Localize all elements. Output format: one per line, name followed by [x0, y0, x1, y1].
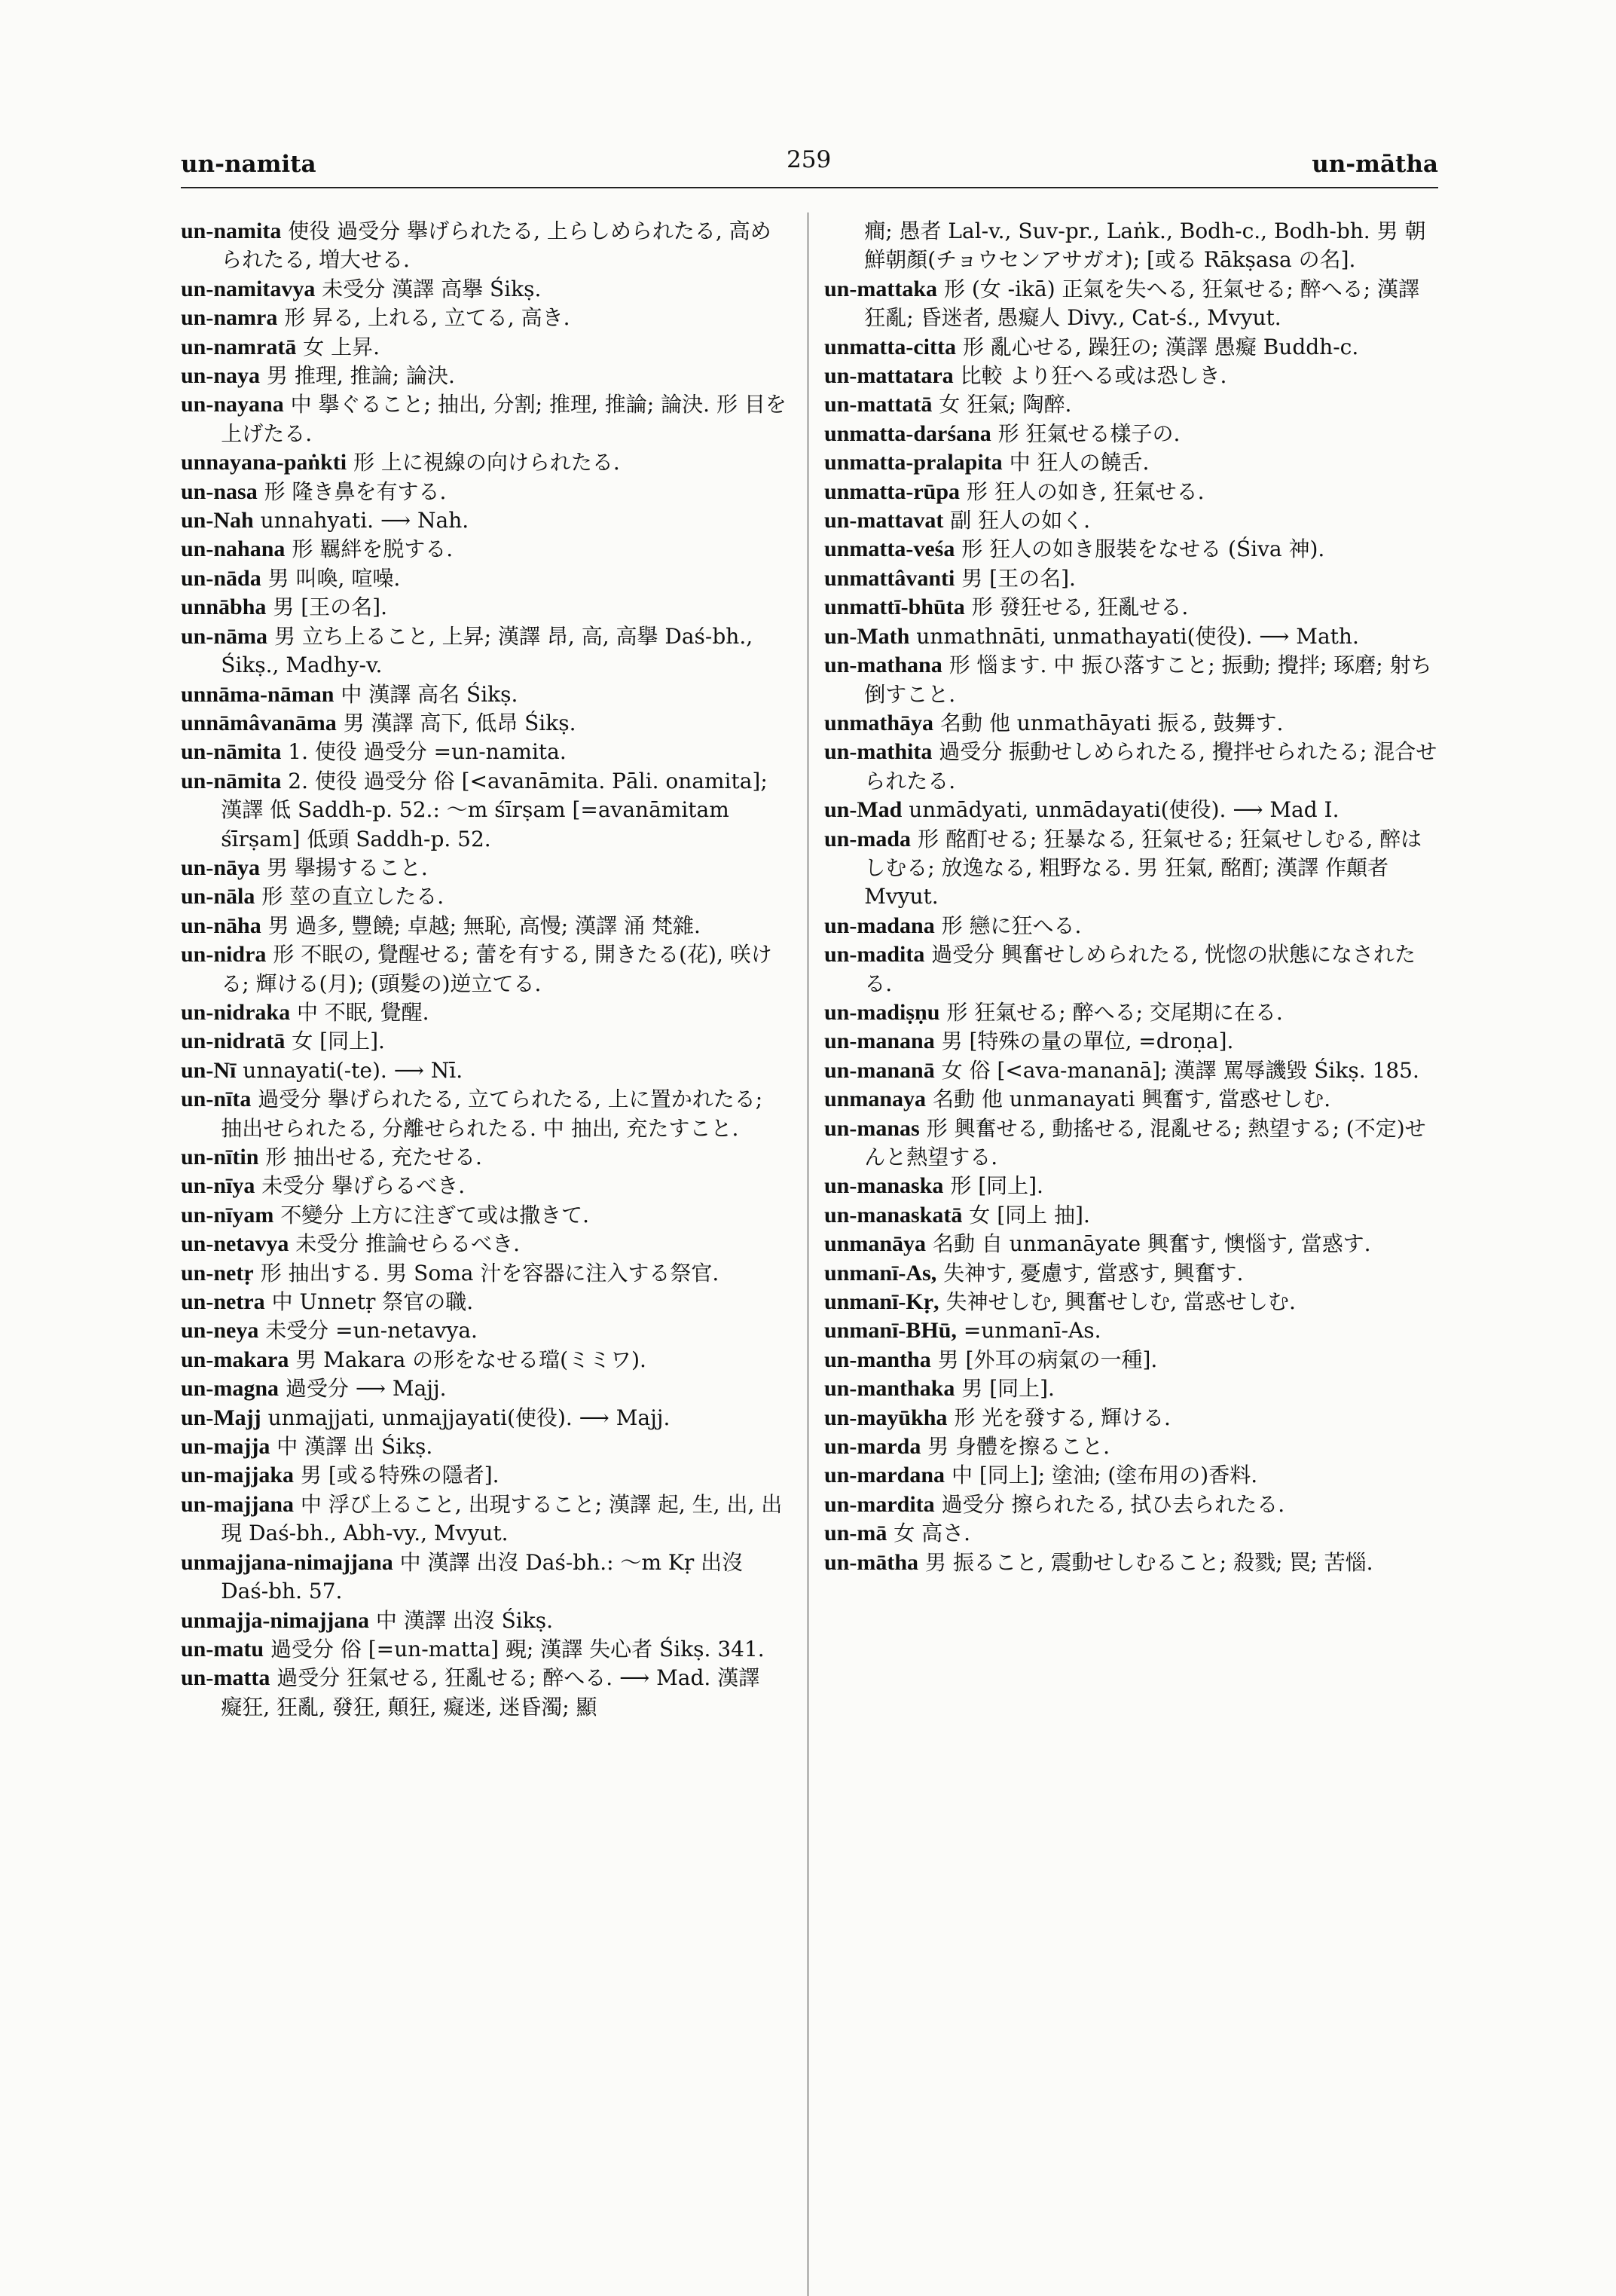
headword: un-mathana: [824, 653, 942, 678]
headword: un-namita: [181, 219, 282, 243]
headword: un-Nī: [181, 1057, 237, 1083]
page-number: 259: [787, 146, 832, 173]
dictionary-entry: [181, 1316, 787, 1345]
definition: 中 漢譯 出 Śikṣ.: [276, 1434, 433, 1460]
dictionary-entry: [181, 1346, 787, 1374]
headword: un-makara: [181, 1347, 289, 1372]
dictionary-entry: [824, 709, 1440, 738]
dictionary-entry: [824, 1461, 1440, 1490]
definition: 名動 自 unmanāyate 興奮す, 懊惱す, 當惑す.: [932, 1231, 1371, 1257]
headword: un-manaska: [824, 1173, 944, 1199]
dictionary-entry: [824, 1316, 1440, 1345]
headword: un-madana: [824, 913, 935, 938]
headword: un-mattaka: [824, 276, 938, 301]
headword: unnāma-nāman: [181, 681, 335, 707]
definition: 過受分 狂氣せる, 狂亂せる; 醉へる. ⟶ Mad. 漢譯 癡狂, 狂亂, 發狂, 顛狂, 癡迷, 迷昏濁; 顯: [221, 1665, 760, 1720]
definition: 形 昇る, 上れる, 立てる, 高き.: [284, 305, 570, 331]
headword: un-mayūkha: [824, 1405, 948, 1430]
dictionary-entry: [824, 1085, 1440, 1114]
definition: 過受分 俗 [=un-matta] 覡; 漢譯 失心者 Śikṣ. 341.: [270, 1636, 765, 1662]
dictionary-entry: [181, 1461, 787, 1490]
dictionary-entry: [181, 448, 787, 477]
headword: unnāmâvanāma: [181, 710, 337, 735]
definition: 男 振ること, 震動せしむること; 殺戮; 罠; 苦惱.: [924, 1549, 1373, 1575]
definition: 男 [王の名].: [961, 565, 1076, 591]
definition: 男 立ち上ること, 上昇; 漢譯 昂, 高, 高擧 Daś-bh., Śikṣ., Madhy-v.: [221, 623, 753, 678]
headword: un-mada: [824, 826, 912, 851]
definition: 男 [或る特殊の隱者].: [300, 1463, 499, 1488]
definition: 形 發狂せる, 狂亂せる.: [971, 595, 1189, 620]
headword: un-nīta: [181, 1087, 252, 1112]
dictionary-entry: [181, 1549, 787, 1607]
dictionary-entry: [824, 593, 1440, 622]
dictionary-entry: [181, 1172, 787, 1200]
dictionary-entry: [181, 478, 787, 506]
definition: 女 [同上 抽].: [969, 1202, 1090, 1227]
dictionary-entry: [181, 1490, 787, 1549]
definition: 形 羈絆を脱する.: [292, 537, 454, 562]
dictionary-entry: [181, 1085, 787, 1143]
dictionary-entry: [824, 738, 1440, 796]
definition: 男 [同上].: [961, 1376, 1055, 1402]
headword: un-nāmita: [181, 768, 282, 793]
headword: un-matu: [181, 1636, 264, 1662]
headword: un-nidratā: [181, 1029, 286, 1054]
headword: un-nasa: [181, 478, 258, 504]
headword: un-nīya: [181, 1173, 255, 1199]
left-column: [181, 217, 787, 1722]
definition: 形 惱ます. 中 振ひ落すこと; 振動; 攪拌; 琢磨; 射ち倒すこと.: [864, 653, 1432, 707]
headword: unmatta-citta: [824, 334, 956, 359]
headword: un-mā: [824, 1521, 887, 1546]
dictionary-entry: [181, 1259, 787, 1288]
headword: unmathāya: [824, 710, 934, 735]
headword: un-mattavat: [824, 508, 944, 533]
definition: 中 漢譯 出沒 Śikṣ.: [375, 1607, 553, 1633]
dictionary-entry: [181, 217, 787, 275]
definition: 形 戀に狂へる.: [941, 913, 1082, 938]
dictionary-entry: [181, 1432, 787, 1461]
dictionary-entry: [181, 564, 787, 593]
dictionary-entry: [181, 767, 787, 854]
definition: 副 狂人の如く.: [950, 508, 1091, 533]
dictionary-entry: [181, 304, 787, 332]
dictionary-entry: [181, 912, 787, 940]
definition: 形 抽出する. 男 Soma 汁を容器に注入する祭官.: [260, 1260, 719, 1286]
definition: 形 莖の直立したる.: [261, 884, 444, 910]
definition: 女 [同上].: [292, 1029, 385, 1054]
definition: 男 擧揚すること.: [266, 855, 428, 880]
dictionary-entry: [181, 738, 787, 766]
dictionary-entry: [824, 1027, 1440, 1056]
definition: 過受分 興奮せしめられたる, 恍惚の狀態になされたる.: [864, 942, 1416, 996]
definition: 男 叫喚, 喧噪.: [267, 565, 401, 591]
dictionary-entry: [824, 420, 1440, 448]
definition: 過受分 ⟶ Majj.: [285, 1376, 447, 1402]
definition: 男 推理, 推論; 論決.: [266, 363, 455, 389]
definition: 男 身體を擦ること.: [927, 1434, 1110, 1460]
headword: un-nayana: [181, 392, 284, 417]
definition: 中 漢譯 高名 Śikṣ.: [341, 681, 518, 707]
dictionary-entry: [181, 1635, 787, 1664]
definition: 女 上昇.: [303, 334, 380, 359]
dictionary-entry: [824, 912, 1440, 940]
headword: un-nīyam: [181, 1202, 274, 1227]
definition: 形 隆き鼻を有する.: [264, 478, 447, 504]
dictionary-entry: [824, 1374, 1440, 1403]
definition: 未受分 漢譯 高擧 Śikṣ.: [322, 276, 542, 301]
headword: unmanī-Kṛ,: [824, 1289, 939, 1315]
headword: un-mardita: [824, 1491, 935, 1517]
headword: un-nāya: [181, 855, 261, 880]
dictionary-entry: [181, 506, 787, 535]
definition: 女 俗 [<ava-mananā]; 漢譯 罵辱譏毀 Śikṣ. 185.: [941, 1057, 1419, 1083]
definition: 形 狂人の如き服裝をなせる (Śiva 神).: [961, 537, 1325, 562]
definition: 癎; 愚者 Lal-v., Suv-pr., Laṅk., Bodh-c., Bodh-bh. 男 朝鮮朝顏(チョウセンアサガオ); [或る Rākṣasa の名].: [864, 219, 1426, 273]
definition: unmajjati, unmajjayati(使役). ⟶ Majj.: [267, 1405, 671, 1430]
dictionary-entry: [824, 1288, 1440, 1316]
dictionary-entry: [181, 362, 787, 390]
dictionary-entry: [824, 1519, 1440, 1548]
headword: unmanī-As,: [824, 1260, 937, 1286]
definition: 形 不眠の, 覺醒せる; 蕾を有する, 開きたる(花), 咲ける; 輝ける(月); (頭髮の)逆立てる.: [221, 942, 772, 996]
definition: 形 上に視線の向けられたる.: [353, 450, 620, 475]
definition: 形 興奮せる, 動搖せる, 混亂せる; 熱望する; (不定)せんと熱望する.: [864, 1115, 1426, 1169]
headword: un-manas: [824, 1115, 920, 1141]
definition: 形 (女 -ikā) 正氣を失へる, 狂氣せる; 醉へる; 漢譯 狂亂; 昏迷者, 愚癡人 Divy., Cat-ś., Mvyut.: [864, 276, 1420, 331]
dictionary-entry: [824, 362, 1440, 390]
definition: 過受分 擦られたる, 拭ひ去られたる.: [941, 1491, 1285, 1517]
headword: unmatta-rūpa: [824, 478, 961, 504]
dictionary-entry: [824, 622, 1440, 651]
dictionary-entry: [181, 593, 787, 622]
headword: un-namitavya: [181, 276, 316, 301]
headword: un-madiṣṇu: [824, 999, 940, 1025]
dictionary-entry: [824, 1404, 1440, 1432]
headword: unnābha: [181, 595, 267, 620]
definition: 失神せしむ, 興奮せしむ, 當惑せしむ.: [945, 1289, 1296, 1315]
dictionary-entry: [181, 390, 787, 448]
definition: 中 不眠, 覺醒.: [296, 999, 429, 1025]
headword: un-namratā: [181, 334, 297, 359]
definition: 名動 他 unmanayati 興奮す, 當惑せしむ.: [932, 1087, 1331, 1112]
headword: un-naya: [181, 363, 261, 389]
headword: un-mananā: [824, 1057, 935, 1083]
headword: un-nāha: [181, 913, 261, 938]
headword: un-netra: [181, 1289, 265, 1315]
dictionary-entry: [181, 680, 787, 709]
definition: 未受分 擧げらるべき.: [261, 1173, 466, 1199]
dictionary-entry: [181, 1664, 787, 1722]
definition: 中 浮び上ること, 出現すること; 漢譯 起, 生, 出, 出現 Daś-bh., Abh-vy., Mvyut.: [221, 1491, 783, 1546]
definition: 形 酩酊せる; 狂暴なる, 狂氣せる; 狂氣せしむる, 醉はしむる; 放逸なる, 粗野なる. 男 狂氣, 酩酊; 漢譯 作顛者 Mvyut.: [864, 826, 1422, 910]
dictionary-entry: [181, 622, 787, 680]
headword: un-nidra: [181, 942, 267, 968]
dictionary-entry: [824, 564, 1440, 593]
dictionary-entry: [824, 275, 1440, 333]
headword: un-madita: [824, 942, 925, 968]
headword: unmattâvanti: [824, 565, 955, 591]
dictionary-entry: [824, 1549, 1440, 1577]
headword: un-Majj: [181, 1405, 261, 1430]
dictionary-entry: [864, 217, 1440, 275]
definition: 女 高さ.: [894, 1521, 971, 1546]
dictionary-entry: [824, 998, 1440, 1027]
dictionary-entry: [824, 940, 1440, 998]
dictionary-entry: [181, 275, 787, 304]
headword: un-mantha: [824, 1347, 931, 1372]
headword: un-magna: [181, 1376, 280, 1402]
definition: 男 [特殊の量の單位, =droṇa].: [941, 1029, 1234, 1054]
dictionary-entry: [181, 1143, 787, 1172]
definition: 比較 より狂へる或は恐しき.: [960, 363, 1227, 389]
definition: 形 亂心せる, 躁狂の; 漢譯 愚癡 Buddh-c.: [962, 334, 1359, 359]
headword: un-marda: [824, 1434, 921, 1460]
running-header: [0, 146, 1616, 181]
headword: un-nidraka: [181, 999, 291, 1025]
definition: 中 漢譯 出沒 Daś-bh.: 〜m Kṛ 出沒 Daś-bh. 57.: [221, 1549, 744, 1604]
definition: 1. 使役 過受分 =un-namita.: [288, 739, 567, 765]
dictionary-entry: [824, 1114, 1440, 1172]
headword: un-mattatara: [824, 363, 954, 389]
headword: unmanaya: [824, 1087, 927, 1112]
dictionary-entry: [824, 448, 1440, 477]
headword: unmajja-nimajjana: [181, 1607, 370, 1633]
dictionary-entry: [181, 1027, 787, 1056]
dictionary-entry: [181, 1288, 787, 1316]
dictionary-entry: [181, 1230, 787, 1258]
headword: un-netṛ: [181, 1260, 254, 1286]
dictionary-entry: [824, 651, 1440, 709]
headword: unmatta-pralapita: [824, 450, 1003, 475]
definition: 失神す, 憂慮す, 當惑す, 興奮す.: [943, 1260, 1244, 1286]
definition: 男 [王の名].: [273, 595, 387, 620]
headword: unmatta-darśana: [824, 420, 991, 446]
definition: =unmanī-As.: [963, 1318, 1101, 1344]
headword: un-matta: [181, 1665, 270, 1691]
header-rule: [181, 187, 1438, 188]
headword: un-Nah: [181, 508, 254, 533]
headword: un-mattatā: [824, 392, 933, 417]
dictionary-entry: [181, 333, 787, 362]
definition: 未受分 推論せらるべき.: [295, 1231, 521, 1257]
definition: 形 狂氣せる; 醉へる; 交尾期に在る.: [946, 999, 1283, 1025]
headword: unmatta-veśa: [824, 537, 955, 562]
dictionary-entry: [181, 882, 787, 911]
headword: un-mathita: [824, 739, 933, 765]
header-last-word: un-māthа: [1312, 151, 1438, 178]
headword: un-nahana: [181, 537, 286, 562]
definition: 形 狂人の如き, 狂氣せる.: [966, 478, 1205, 504]
definition: unnayati(-te). ⟶ Nī.: [243, 1057, 463, 1083]
dictionary-entry: [824, 333, 1440, 362]
headword: un-nītin: [181, 1145, 259, 1169]
definition: 過受分 擧げられたる, 立てられたる, 上に置かれたる; 抽出せられたる, 分離せられたる. 中 抽出, 充たすこと.: [221, 1087, 763, 1141]
header-first-word: un-namita: [181, 151, 316, 178]
dictionary-entry: [824, 390, 1440, 419]
headword: un-Math: [824, 623, 910, 649]
headword: un-netavya: [181, 1231, 289, 1257]
headword: un-majja: [181, 1434, 270, 1460]
headword: unmanī-BHū,: [824, 1318, 957, 1344]
headword: un-mātha: [824, 1549, 919, 1575]
definition: 男 [外耳の病氣の一種].: [937, 1347, 1158, 1372]
dictionary-entry: [824, 1201, 1440, 1230]
definition: unmādyati, unmādayati(使役). ⟶ Mad I.: [909, 797, 1340, 823]
definition: 男 Makara の形をなせる璫(ミミワ).: [295, 1347, 646, 1372]
dictionary-entry: [824, 506, 1440, 535]
dictionary-entry: [824, 1432, 1440, 1461]
headword: un-Mad: [824, 797, 903, 823]
headword: unmattī-bhūta: [824, 595, 965, 620]
definition: 男 漢譯 高下, 低昂 Śikṣ.: [343, 710, 576, 735]
definition: 中 [同上]; 塗油; (塗布用の)香料.: [951, 1463, 1258, 1488]
definition: 不變分 上方に注ぎて或は撒きて.: [280, 1202, 590, 1227]
definition: 名動 他 unmathāyati 振る, 鼓舞す.: [939, 710, 1284, 735]
headword: un-nāmita: [181, 739, 282, 765]
headword: un-nāma: [181, 623, 268, 649]
dictionary-entry: [824, 825, 1440, 912]
dictionary-entry: [181, 940, 787, 998]
dictionary-entry: [181, 1374, 787, 1403]
headword: unmajjana-nimajjana: [181, 1549, 393, 1575]
definition: 使役 過受分 擧げられたる, 上らしめられたる, 高められたる, 増大せる.: [221, 219, 771, 273]
definition: 形 抽出せる, 充たせる.: [265, 1145, 482, 1169]
headword: un-manthaka: [824, 1376, 955, 1402]
dictionary-entry: [181, 1404, 787, 1432]
definition: 形 [同上].: [950, 1173, 1043, 1199]
definition: 中 狂人の饒舌.: [1009, 450, 1150, 475]
dictionary-entry: [181, 1607, 787, 1635]
definition: 女 狂氣; 陶醉.: [939, 392, 1072, 417]
headword: un-manana: [824, 1029, 935, 1054]
dictionary-entry: [824, 1172, 1440, 1200]
definition: 形 狂氣せる樣子の.: [997, 420, 1181, 446]
dictionary-entry: [824, 478, 1440, 506]
dictionary-entry: [824, 796, 1440, 824]
dictionary-entry: [824, 1490, 1440, 1519]
definition: 2. 使役 過受分 俗 [<avanāmita. Pāli. onamita]; 漢譯 低 Saddh-p. 52.: 〜m śīrṣam [=avanāmitam śīrṣam] 低頭 Saddh-p. 52.: [221, 768, 768, 851]
definition: 未受分 =un-netavya.: [265, 1318, 478, 1344]
definition: unmathnāti, unmathayati(使役). ⟶ Math.: [916, 623, 1359, 649]
dictionary-entry: [824, 535, 1440, 564]
dictionary-entry: [181, 998, 787, 1027]
headword: un-neya: [181, 1318, 259, 1344]
dictionary-entry: [824, 1056, 1440, 1085]
dictionary-entry: [824, 1346, 1440, 1374]
dictionary-entry: [824, 1259, 1440, 1288]
headword: un-manaskatā: [824, 1202, 963, 1227]
dictionary-entry: [181, 854, 787, 882]
dictionary-entry: [181, 1201, 787, 1230]
headword: un-nāda: [181, 565, 261, 591]
dictionary-entry: [181, 709, 787, 738]
headword: un-majjana: [181, 1491, 295, 1517]
dictionary-entry: [181, 1056, 787, 1085]
headword: un-majjaka: [181, 1463, 295, 1488]
definition: 形 光を發する, 輝ける.: [954, 1405, 1171, 1430]
dictionary-entry: [181, 535, 787, 564]
definition: 男 過多, 豐饒; 卓越; 無恥, 高慢; 漢譯 涌 梵雜.: [267, 913, 701, 938]
definition: 過受分 振動せしめられたる, 攪拌せられたる; 混合せられたる.: [864, 739, 1437, 793]
definition: 中 擧ぐること; 抽出, 分割; 推理, 推論; 論決. 形 目を上げたる.: [221, 392, 787, 446]
headword: un-namra: [181, 305, 278, 331]
headword: unmanāya: [824, 1231, 927, 1257]
headword: un-mardana: [824, 1463, 945, 1488]
definition: 中 Unnetṛ 祭官の職.: [271, 1289, 474, 1315]
definition: unnahyati. ⟶ Nah.: [260, 508, 469, 533]
dictionary-entry: [824, 1230, 1440, 1258]
headword: unnayana-paṅkti: [181, 450, 347, 475]
right-column: [824, 217, 1440, 1577]
headword: un-nāla: [181, 884, 255, 910]
